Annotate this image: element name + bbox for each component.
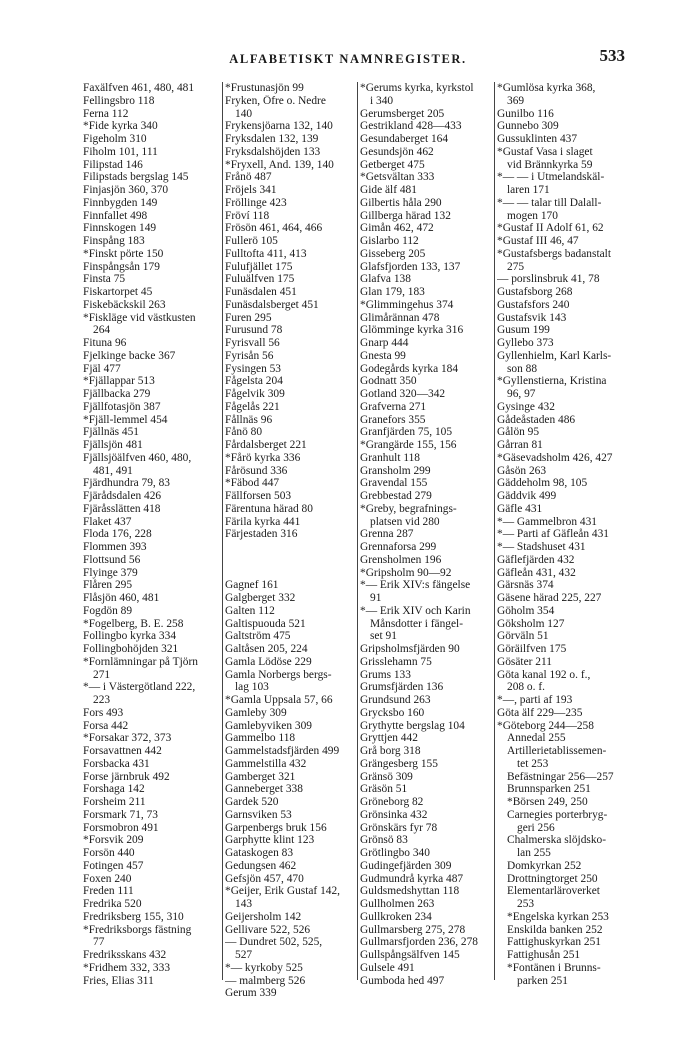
index-entry-continuation: Artillerietablissemen- [507, 745, 607, 757]
index-entry-continuation: 140 [235, 107, 253, 120]
index-entry: — malmberg 526 [225, 974, 306, 987]
index-entry: Forsön 440 [83, 847, 135, 859]
index-entry: Gransholm 299 [360, 464, 431, 477]
index-entry: Garnsviken 53 [225, 808, 292, 821]
index-entry: *Gustaf Vasa i slaget [497, 145, 593, 158]
index-entry: Grängesberg 155 [360, 757, 438, 770]
index-entry: Fryksdalshöjden 133 [225, 145, 321, 158]
index-entry: Gullmarsberg 275, 278 [360, 923, 466, 936]
index-entry: Gardek 520 [225, 796, 279, 808]
index-entry: Gillberga härad 132 [360, 209, 451, 222]
index-entry: Göta kanal 192 o. f., [497, 668, 591, 681]
index-entry: Grundsund 263 [360, 694, 431, 706]
index-entry-continuation: tet 253 [517, 757, 549, 770]
index-entry: Fries, Elias 311 [83, 974, 154, 987]
index-entry: Follingbo kyrka 334 [83, 630, 177, 643]
index-entry: *Göteborg 244—258 [497, 719, 594, 732]
index-entry-continuation: *Fontänen i Brunns- [507, 961, 601, 974]
index-entry-continuation: Fattighuskyrkan 251 [507, 936, 601, 949]
index-entry: Filipstads bergslag 145 [83, 171, 189, 184]
index-entry: Gräsön 51 [360, 783, 408, 796]
index-entry: *Grangärde 155, 156 [360, 439, 457, 451]
index-entry: Fårdalsberget 221 [225, 439, 307, 451]
index-entry: Gyllenhielm, Karl Karls- [497, 349, 612, 362]
column-divider [494, 82, 495, 980]
index-entry: Fällforsen 503 [225, 490, 292, 502]
index-entry: Gäfle 431 [497, 502, 543, 515]
column-divider [222, 82, 223, 980]
index-entry: Gudmundrå kyrka 487 [360, 872, 464, 885]
index-entry: Forsbacka 431 [83, 757, 150, 770]
index-entry: Gådeåstaden 486 [497, 413, 576, 426]
index-entry: Flyinge 379 [83, 566, 138, 579]
index-entry: Gusum 199 [497, 324, 550, 337]
index-entry: Gesundsjön 462 [360, 145, 434, 158]
index-entry: Furusund 78 [225, 324, 283, 337]
index-entry: *— Gammelbron 431 [497, 515, 597, 528]
index-entry: Gamberget 321 [225, 770, 296, 783]
index-entry: *Getsvältan 333 [360, 171, 435, 184]
index-entry-continuation: Annedal 255 [507, 732, 566, 745]
index-entry: Getberget 475 [360, 158, 425, 171]
index-entry: Gamla Lödöse 229 [225, 655, 312, 668]
page-header [0, 48, 696, 70]
index-entry-continuation: platsen vid 280 [370, 515, 440, 528]
index-entry: Göksholm 127 [497, 617, 565, 630]
index-entry: *Fryxell, And. 139, 140 [225, 158, 334, 171]
register-column-1 [83, 82, 221, 987]
index-entry: Finsta 75 [83, 273, 126, 286]
index-entry: *Fjäll-lemmel 454 [83, 413, 168, 426]
index-entry: Gösäter 211 [497, 655, 552, 668]
index-entry: Galgberget 332 [225, 592, 296, 604]
index-entry: Gullmarsfjorden 236, 278 [360, 936, 478, 949]
index-entry: Grycksbo 160 [360, 706, 425, 719]
index-entry-continuation: 96, 97 [507, 388, 536, 400]
index-entry: Gesundaberget 164 [360, 133, 449, 145]
index-entry: Forsmobron 491 [83, 821, 159, 834]
index-entry: Gumboda hed 497 [360, 974, 445, 987]
index-entry: Gataskogen 83 [225, 847, 294, 859]
index-entry: Flottsund 56 [83, 553, 141, 566]
index-entry: Flåren 295 [83, 579, 133, 592]
index-entry: Faxälfven 461, 480, 481 [83, 82, 195, 94]
index-entry: Göräilfven 175 [497, 643, 567, 655]
index-entry: Grennaforsa 299 [360, 541, 437, 553]
index-entry: Galtström 475 [225, 630, 291, 643]
index-entry: Fjällfotasjön 387 [83, 400, 161, 413]
index-entry: Grisslehamn 75 [360, 655, 432, 668]
index-entry: Forsavattnen 442 [83, 745, 162, 757]
index-entry: *— — i Utmelandskäl- [497, 171, 605, 184]
index-entry: Gäfleån 431, 432 [497, 566, 576, 579]
index-entry-continuation: 77 [93, 936, 105, 949]
index-entry: Fjällbacka 279 [83, 388, 151, 400]
index-entry-continuation: lan 255 [517, 847, 551, 859]
index-entry: *Gripsholm 90—92 [360, 566, 452, 579]
index-entry: Forsmark 71, 73 [83, 808, 158, 821]
index-entry: Garphytte klint 123 [225, 834, 315, 847]
index-entry: Funäsdalsberget 451 [225, 298, 319, 311]
page-title: ALFABETISKT NAMNREGISTER. [229, 52, 467, 66]
index-entry: Gåsön 263 [497, 464, 547, 477]
index-entry: Gäddvik 499 [497, 490, 557, 502]
index-entry: *Fjällappar 513 [83, 375, 155, 388]
index-entry: Floda 176, 228 [83, 528, 152, 541]
index-entry: — porslinsbruk 41, 78 [497, 273, 600, 286]
index-entry: Fredriksskans 432 [83, 949, 167, 961]
index-entry: Ganneberget 338 [225, 783, 303, 796]
index-entry: Galtåsen 205, 224 [225, 643, 308, 655]
index-entry: Fullerö 105 [225, 235, 278, 247]
index-entry: Gammelstadsfjärden 499 [225, 745, 340, 757]
index-entry: Forse järnbruk 492 [83, 770, 170, 783]
index-entry: Gilbertis håla 290 [360, 196, 442, 209]
index-entry: Gudingefjärden 309 [360, 859, 452, 872]
index-entry: Grebbestad 279 [360, 490, 432, 502]
index-entry: Godnatt 350 [360, 375, 417, 388]
index-entry: Gunilbo 116 [497, 107, 554, 120]
index-entry: Finnbygden 149 [83, 196, 158, 209]
index-entry: Gryttjen 442 [360, 732, 418, 745]
index-entry: *— i Västergötland 222, [83, 681, 196, 694]
index-entry-continuation: Enskilda banken 252 [507, 923, 603, 936]
index-entry-continuation: 143 [235, 898, 253, 910]
page-number: 533 [599, 46, 625, 65]
index-entry-continuation: son 88 [507, 362, 538, 375]
index-entry: Gnarp 444 [360, 337, 409, 349]
index-entry: Fryksdalen 132, 139 [225, 133, 319, 145]
index-entry: *Gustafsbergs badanstalt [497, 247, 611, 260]
index-entry: Fågelås 221 [225, 400, 280, 413]
index-entry: Gide älf 481 [360, 184, 417, 196]
index-entry: Fors 493 [83, 706, 124, 719]
index-entry: Flaket 437 [83, 515, 132, 528]
index-entry: Gefsjön 457, 470 [225, 872, 304, 885]
index-entry: Fröjels 341 [225, 184, 277, 196]
index-entry: Fellingsbro 118 [83, 94, 155, 107]
index-entry: Galtispuouda 521 [225, 617, 306, 630]
index-entry: Färila kyrka 441 [225, 515, 301, 528]
index-entry-continuation: mogen 170 [507, 209, 558, 222]
index-entry: Gammelbo 118 [225, 732, 296, 745]
index-entry: Gisseberg 205 [360, 247, 426, 260]
index-entry: *Geijer, Erik Gustaf 142, [225, 885, 341, 898]
index-entry: Fiskebäckskil 263 [83, 298, 166, 311]
index-entry: Gärsnäs 374 [497, 579, 554, 592]
index-entry: Finjasjön 360, 370 [83, 184, 169, 196]
index-entry: *Fogelberg, B. E. 258 [83, 617, 184, 630]
index-entry-continuation: 481, 491 [93, 464, 133, 477]
index-entry: Göta älf 229—235 [497, 706, 583, 719]
index-entry: Funäsdalen 451 [225, 286, 297, 298]
index-entry: Gunnebo 309 [497, 120, 559, 133]
index-entry-continuation: lag 103 [235, 681, 269, 694]
index-entry-continuation: Domkyrkan 252 [507, 859, 582, 872]
index-entry: Göholm 354 [497, 604, 555, 617]
index-entry: Fågelvik 309 [225, 388, 285, 400]
index-entry: Gålön 95 [497, 426, 540, 439]
index-entry-continuation: 271 [93, 668, 111, 681]
index-entry: Gäflefjärden 432 [497, 553, 575, 566]
index-entry: Granefors 355 [360, 413, 426, 426]
index-entry: Gamla Norbergs bergs- [225, 668, 332, 681]
index-entry: Fituna 96 [83, 337, 127, 349]
index-entry: Forshaga 142 [83, 783, 145, 796]
index-entry: Gamleby 309 [225, 706, 287, 719]
index-entry: Glimårännan 478 [360, 311, 440, 324]
index-entry: Fårösund 336 [225, 464, 288, 477]
index-entry-continuation: Månsdotter i fängel- [370, 617, 463, 630]
index-entry-continuation: parken 251 [517, 974, 568, 987]
index-entry: Gammelstilla 432 [225, 757, 307, 770]
index-entry: Ferna 112 [83, 107, 129, 120]
index-entry-continuation: geri 256 [517, 821, 555, 834]
index-entry: *— Erik XIV och Karin [360, 604, 471, 617]
index-entry: Grums 133 [360, 668, 411, 681]
index-entry: Gullkroken 234 [360, 910, 432, 923]
blank-line [225, 554, 358, 567]
index-entry: — Dundret 502, 525, [225, 936, 323, 949]
index-entry-continuation: Elementarläroverket [507, 885, 600, 898]
index-entry: Fröllinge 423 [225, 196, 287, 209]
index-entry: *Fide kyrka 340 [83, 120, 158, 133]
index-entry: Fröví 118 [225, 209, 270, 222]
index-entry-continuation: *Börsen 249, 250 [507, 796, 588, 808]
index-entry: Grönsinka 432 [360, 808, 428, 821]
index-entry: Gerumsberget 205 [360, 107, 445, 120]
index-entry: *Gustaf III 46, 47 [497, 235, 579, 247]
index-entry-continuation: i 340 [370, 94, 394, 107]
index-entry: *Fredriksborgs fästning [83, 923, 192, 936]
index-entry: Frösön 461, 464, 466 [225, 222, 323, 235]
index-entry: *— Erik XIV:s fängelse [360, 579, 471, 592]
index-entry: Forsheim 211 [83, 796, 146, 808]
index-entry: Grythytte bergslag 104 [360, 719, 465, 732]
index-entry: Gripsholmsfjärden 90 [360, 643, 460, 655]
index-entry-continuation: 264 [93, 324, 111, 337]
index-entry: *Fornlämningar på Tjörn [83, 655, 198, 668]
index-entry-continuation: 527 [235, 949, 253, 961]
index-entry: Frånö 487 [225, 171, 272, 184]
index-entry: *Gäsevadsholm 426, 427 [497, 451, 613, 464]
index-entry: Forsa 442 [83, 719, 129, 732]
index-entry: Gislarbo 112 [360, 235, 419, 247]
index-entry: Fjärådsdalen 426 [83, 490, 162, 502]
index-entry: Garpenbergs bruk 156 [225, 821, 327, 834]
index-entry: Fuluälfven 175 [225, 273, 295, 286]
index-entry: Gustafsvik 143 [497, 311, 567, 324]
index-entry: Fjärdhundra 79, 83 [83, 477, 170, 490]
index-entry-continuation: Fattighusån 251 [507, 949, 581, 961]
index-entry: Fyrisvall 56 [225, 337, 280, 349]
index-entry-continuation: 91 [370, 592, 382, 604]
index-entry: Finnfallet 498 [83, 209, 148, 222]
index-entry: Gullspångsälfven 145 [360, 949, 460, 961]
index-entry: Gnesta 99 [360, 349, 406, 362]
index-entry: *— — talar till Dalall- [497, 196, 602, 209]
index-entry: Figeholm 310 [83, 133, 147, 145]
index-entry-continuation: Befästningar 256—257 [507, 770, 614, 783]
index-entry: Fjelkinge backe 367 [83, 349, 176, 362]
index-entry: Gestrikland 428—433 [360, 120, 462, 133]
index-entry: Fysingen 53 [225, 362, 282, 375]
blank-line [225, 541, 358, 554]
index-entry: *Finskt pörte 150 [83, 247, 164, 260]
index-entry: *Gerums kyrka, kyrkstol [360, 82, 474, 94]
index-entry-continuation: vid Brännkyrka 59 [507, 158, 593, 171]
index-entry: *Frustunasjön 99 [225, 82, 304, 94]
index-entry: Gröneborg 82 [360, 796, 424, 808]
index-entry: Fyrisån 56 [225, 349, 274, 362]
index-entry: Gamlebyviken 309 [225, 719, 312, 732]
index-entry: Filipstad 146 [83, 158, 143, 171]
index-entry: Follingbohöjden 321 [83, 643, 179, 655]
index-entry: Grafverna 271 [360, 400, 427, 413]
index-entry: Gagnef 161 [225, 579, 279, 592]
index-entry: Gyllebo 373 [497, 337, 554, 349]
index-entry: Geijersholm 142 [225, 910, 302, 923]
index-entry: Fjällsjöälfven 460, 480, [83, 451, 192, 464]
index-entry: Glan 179, 183 [360, 286, 425, 298]
register-column-4 [497, 82, 637, 987]
index-entry: Gränsö 309 [360, 770, 413, 783]
index-entry: Flommen 393 [83, 541, 147, 553]
index-entry-continuation: 369 [507, 94, 525, 107]
index-entry: Gullholmen 263 [360, 898, 435, 910]
index-entry: Gäddeholm 98, 105 [497, 477, 588, 490]
index-entry: *Fiskläge vid västkusten [83, 311, 196, 324]
index-entry: Gustafsfors 240 [497, 298, 570, 311]
index-entry: Granfjärden 75, 105 [360, 426, 453, 439]
index-entry: Grå borg 318 [360, 745, 421, 757]
index-entry: Fjäråsslätten 418 [83, 502, 161, 515]
index-entry: Furen 295 [225, 311, 272, 324]
index-entry-continuation: 208 o. f. [507, 681, 545, 694]
index-entry: Gulsele 491 [360, 961, 415, 974]
index-entry: Flåsjön 460, 481 [83, 592, 160, 604]
index-entry: Gellivare 522, 526 [225, 923, 311, 936]
index-entry-continuation: set 91 [370, 630, 397, 643]
index-entry: Foxen 240 [83, 872, 132, 885]
index-entry: Finnskogen 149 [83, 222, 157, 235]
index-entry: Fulufjället 175 [225, 260, 293, 273]
index-entry: *Gustaf II Adolf 61, 62 [497, 222, 604, 235]
index-entry: Gustafsborg 268 [497, 286, 573, 298]
index-entry: *— Parti af Gäfleån 431 [497, 528, 609, 541]
index-entry: *Gyllenstierna, Kristina [497, 375, 607, 388]
index-entry: *Fridhem 332, 333 [83, 961, 171, 974]
index-entry: Gårran 81 [497, 439, 543, 451]
index-entry: Fågelsta 204 [225, 375, 283, 388]
index-entry: Grenna 287 [360, 528, 414, 541]
index-entry-continuation: Drottningtorget 250 [507, 872, 598, 885]
index-entry: Grönsö 83 [360, 834, 408, 847]
index-entry-continuation: 275 [507, 260, 525, 273]
index-entry-continuation: laren 171 [507, 184, 550, 196]
index-entry: Godegårds kyrka 184 [360, 362, 459, 375]
index-entry: Fjällnäs 451 [83, 426, 140, 439]
index-entry: Fryken, Öfre o. Nedre [225, 94, 326, 107]
index-entry: Glömminge kyrka 316 [360, 324, 464, 337]
index-entry: Gimån 462, 472 [360, 222, 434, 235]
index-entry: Grensholmen 196 [360, 553, 442, 566]
index-entry: *Glimmingehus 374 [360, 298, 454, 311]
index-entry: Gussuklinten 437 [497, 133, 578, 145]
column-divider [357, 82, 358, 980]
index-entry: Grumsfjärden 136 [360, 681, 444, 694]
index-entry: *Forsvik 209 [83, 834, 144, 847]
index-entry: Fredriksberg 155, 310 [83, 910, 184, 923]
index-entry: *Gumlösa kyrka 368, [497, 82, 596, 94]
index-entry-continuation: *Engelska kyrkan 253 [507, 910, 609, 923]
index-entry: *Gamla Uppsala 57, 66 [225, 694, 333, 706]
index-entry: Glafsfjorden 133, 137 [360, 260, 461, 273]
index-entry: Fulltofta 411, 413 [225, 247, 307, 260]
index-entry: Granhult 118 [360, 451, 421, 464]
index-entry: Färentuna härad 80 [225, 502, 313, 515]
index-entry: *Forsakar 372, 373 [83, 732, 172, 745]
index-entry: Finspång 183 [83, 235, 145, 247]
index-entry: Freden 111 [83, 885, 134, 898]
index-entry: Galten 112 [225, 604, 275, 617]
index-entry: Fogdön 89 [83, 604, 133, 617]
index-entry: *Fäbod 447 [225, 477, 280, 490]
index-entry: Gedungsen 462 [225, 859, 297, 872]
index-entry: Frykensjöarna 132, 140 [225, 120, 333, 133]
index-entry: Grötlingbo 340 [360, 847, 430, 859]
index-entry: Fjällsjön 481 [83, 439, 143, 451]
index-entry: *—, parti af 193 [497, 694, 573, 706]
index-entry: Färjestaden 316 [225, 528, 298, 541]
index-entry: Glafva 138 [360, 273, 411, 286]
index-entry: Görväln 51 [497, 630, 549, 643]
register-column-3 [360, 82, 495, 987]
index-entry-continuation: 253 [517, 898, 535, 910]
index-entry: Fotingen 457 [83, 859, 144, 872]
index-entry-continuation: Carnegies porterbryg- [507, 808, 608, 821]
register-column-2 [225, 82, 358, 1000]
index-entry: Fånö 80 [225, 426, 263, 439]
index-entry-continuation: Chalmerska slöjdsko- [507, 834, 607, 847]
index-entry: Guldsmedshyttan 118 [360, 885, 460, 898]
index-entry: Gerum 339 [225, 987, 277, 1000]
index-entry: Finspångsån 179 [83, 260, 160, 273]
index-entry: Gysinge 432 [497, 400, 555, 413]
index-entry: Fiholm 101, 111 [83, 145, 158, 158]
index-entry: Fållnäs 96 [225, 413, 273, 426]
index-entry-continuation: Brunnsparken 251 [507, 783, 591, 796]
index-entry: Grönskärs fyr 78 [360, 821, 438, 834]
index-entry: *Greby, begrafnings- [360, 502, 457, 515]
index-entry: *Fårö kyrka 336 [225, 451, 301, 464]
index-entry: Gotland 320—342 [360, 388, 446, 400]
index-entry: Fjäl 477 [83, 362, 121, 375]
index-entry: Fiskartorpet 45 [83, 286, 153, 298]
index-entry: Gravendal 155 [360, 477, 428, 490]
blank-line [225, 567, 358, 580]
index-entry: Fredrika 520 [83, 898, 142, 910]
index-entry: *— kyrkoby 525 [225, 961, 303, 974]
index-entry-continuation: 223 [93, 694, 111, 706]
index-entry: Gäsene härad 225, 227 [497, 592, 602, 604]
index-entry: *— Stadshuset 431 [497, 541, 586, 553]
